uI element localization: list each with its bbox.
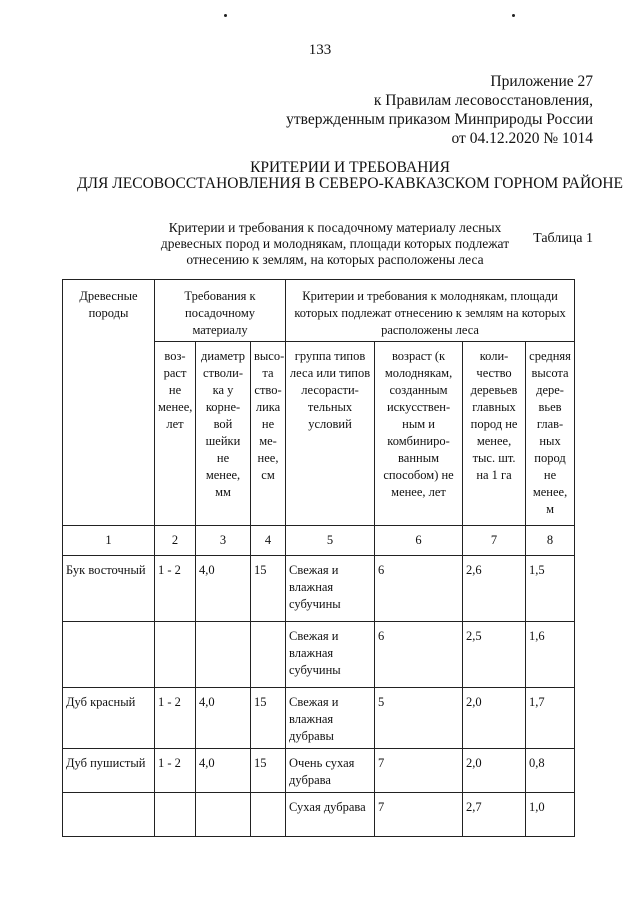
cell-diameter: 4,0 [196,556,251,622]
cell-species: Дуб пушистый [63,749,155,793]
title-line: КРИТЕРИИ И ТРЕБОВАНИЯ [250,159,450,176]
scan-dot-left [224,14,227,17]
cell-young-age: 6 [375,622,463,688]
column-number: 4 [251,526,286,556]
title-line: ДЛЯ ЛЕСОВОССТАНОВЛЕНИЯ В СЕВЕРО-КАВКАЗСКОМ ГОРНОМ РАЙОНЕ [76,175,624,192]
column-number: 1 [63,526,155,556]
header-height: высо-та ство-лика не ме-нее, см [251,342,286,526]
cell-forest-type: Свежая и влажная субучины [286,556,375,622]
header-young-age: возраст (к молоднякам, созданным искусствен-ным и комбиниро-ванным способом) не менее, лет [375,342,463,526]
cell-age [155,793,196,837]
cell-species: Дуб красный [63,688,155,749]
criteria-table [62,279,575,837]
cell-age: 1 - 2 [155,749,196,793]
cell-age [155,622,196,688]
column-number: 5 [286,526,375,556]
cell-tree-count: 2,7 [463,793,526,837]
cell-avg-height: 1,5 [526,556,575,622]
page-number: 133 [308,42,332,58]
header-age: воз-раст не менее, лет [155,342,196,526]
table-row [63,688,575,749]
table-row [63,749,575,793]
cell-diameter: 4,0 [196,688,251,749]
cell-young-age: 7 [375,793,463,837]
cell-forest-type: Очень сухая дубрава [286,749,375,793]
cell-tree-count: 2,0 [463,688,526,749]
cell-forest-type: Свежая и влажная субучины [286,622,375,688]
column-number: 8 [526,526,575,556]
cell-forest-type: Свежая и влажная дубравы [286,688,375,749]
table-row [63,793,575,837]
appendix-line: Приложение 27 [490,73,593,90]
cell-diameter: 4,0 [196,749,251,793]
cell-forest-type: Сухая дубрава [286,793,375,837]
cell-tree-count: 2,5 [463,622,526,688]
appendix-line: утвержденным приказом Минприроды России [286,111,593,128]
table-caption: Критерии и требования к посадочному материалу лесных древесных пород и молоднякам, площади которых подлежат отнесению к землям, на которых расположены леса [160,220,510,267]
table-number: Таблица 1 [533,231,593,246]
column-number: 2 [155,526,196,556]
header-young-stands: Критерии и требования к молоднякам, площади которых подлежат отнесению к землям на которых расположены леса [286,280,575,342]
cell-species [63,622,155,688]
cell-young-age: 6 [375,556,463,622]
cell-species: Бук восточный [63,556,155,622]
cell-height: 15 [251,749,286,793]
cell-height [251,622,286,688]
table-row [63,556,575,622]
cell-diameter [196,793,251,837]
header-diameter: диаметр стволи-ка у корне-вой шейки не менее, мм [196,342,251,526]
scan-dot-right [512,14,515,17]
column-number: 3 [196,526,251,556]
cell-avg-height: 1,6 [526,622,575,688]
cell-tree-count: 2,6 [463,556,526,622]
cell-age: 1 - 2 [155,556,196,622]
appendix-line: от 04.12.2020 № 1014 [451,130,593,147]
header-forest-type: группа типов леса или типов лесорасти-тельных условий [286,342,375,526]
cell-young-age: 5 [375,688,463,749]
cell-diameter [196,622,251,688]
appendix-reference [233,72,593,148]
cell-species [63,793,155,837]
cell-avg-height: 1,0 [526,793,575,837]
cell-height: 15 [251,688,286,749]
header-planting-material: Требования к посадочному материалу [155,280,286,342]
header-species: Древесные породы [63,280,155,526]
cell-young-age: 7 [375,749,463,793]
cell-height [251,793,286,837]
cell-avg-height: 0,8 [526,749,575,793]
header-tree-count: коли-чество деревьев главных пород не менее, тыс. шт. на 1 га [463,342,526,526]
cell-avg-height: 1,7 [526,688,575,749]
column-number: 6 [375,526,463,556]
document-title [60,160,640,192]
table-row [63,622,575,688]
column-number: 7 [463,526,526,556]
cell-tree-count: 2,0 [463,749,526,793]
cell-age: 1 - 2 [155,688,196,749]
cell-height: 15 [251,556,286,622]
appendix-line: к Правилам лесовосстановления, [373,92,593,109]
header-avg-height: средняя высота дере-вьев глав-ных пород не менее, м [526,342,575,526]
